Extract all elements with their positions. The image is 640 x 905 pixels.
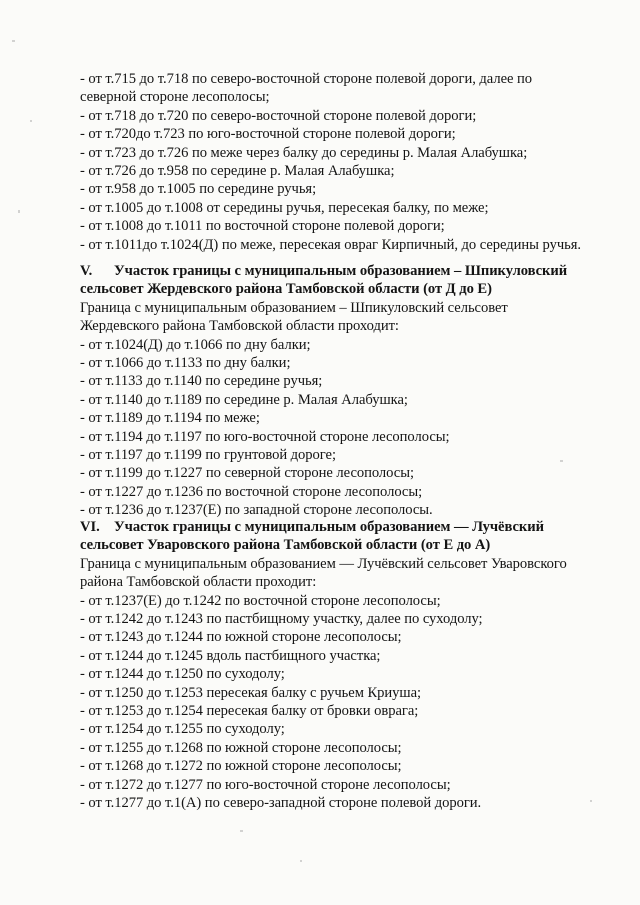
list-item: - от т.1197 до т.1199 по грунтовой дороге;: [80, 447, 336, 464]
list-item: - от т.723 до т.726 по меже через балку до середины р. Малая Алабушка;: [80, 144, 528, 161]
list-item: - от т.1272 до т.1277 по юго-восточной стороне лесополосы;: [80, 776, 451, 793]
list-item: - от т.1268 до т.1272 по южной стороне лесополосы;: [80, 758, 402, 775]
section-previous: [80, 70, 630, 254]
list-item: - от т.726 до т.958 по середине р. Малая Алабушка;: [80, 163, 395, 180]
list-item: - от т.1011до т.1024(Д) по меже, пересекая овраг Кирпичный, до середины ручья.: [80, 236, 581, 253]
list-item: - от т.720до т.723 по юго-восточной стороне полевой дороги;: [80, 126, 456, 143]
list-item: - от т.1133 до т.1140 по середине ручья;: [80, 373, 323, 390]
section-title-line1: Участок границы с муниципальным образованием — Лучёвский: [114, 519, 544, 535]
section-title-line2: сельсовет Жердевского района Тамбовской области (от Д до Е): [80, 281, 492, 298]
list-item: - от т.1008 до т.1011 по восточной стороне полевой дороги;: [80, 218, 445, 235]
list-item: - от т.1250 до т.1253 пересекая балку с ручьем Криуша;: [80, 684, 422, 701]
section-title-line1: Участок границы с муниципальным образованием – Шпикуловский: [114, 263, 568, 279]
list-item: - от т.715 до т.718 по северо-восточной стороне полевой дороги, далее по: [80, 71, 533, 87]
section-number: V.: [80, 263, 93, 279]
scan-noise: [560, 460, 563, 462]
section-heading: [80, 262, 630, 280]
list-item: - от т.1024(Д) до т.1066 по дну балки;: [80, 336, 311, 353]
list-item: - от т.1194 до т.1197 по юго-восточной стороне лесополосы;: [80, 428, 450, 445]
list-item: - от т.1236 до т.1237(Е) по западной стороне лесополосы.: [80, 502, 433, 519]
list-item: - от т.1244 до т.1245 вдоль пастбищного участка;: [80, 647, 381, 664]
list-item: - от т.1243 до т.1244 по южной стороне лесополосы;: [80, 629, 402, 646]
list-item: - от т.718 до т.720 по северо-восточной стороне полевой дороги;: [80, 107, 477, 124]
scan-noise: [590, 800, 592, 802]
list-item: - от т.1255 до т.1268 по южной стороне лесополосы;: [80, 739, 402, 756]
section-vi: [80, 518, 630, 813]
section-intro-line2: Жердевского района Тамбовской области проходит:: [80, 318, 399, 335]
list-item: - от т.1237(Е) до т.1242 по восточной стороне лесополосы;: [80, 592, 441, 609]
section-number: VI.: [80, 519, 100, 535]
section-intro-line1: Граница с муниципальным образованием — Лучёвский сельсовет Уваровского: [80, 555, 567, 572]
list-item: - от т.1227 до т.1236 по восточной стороне лесополосы;: [80, 483, 423, 500]
section-intro-line2: района Тамбовской области проходит:: [80, 574, 317, 591]
list-item: - от т.1253 до т.1254 пересекая балку от бровки оврага;: [80, 703, 419, 720]
list-item: - от т.1242 до т.1243 по пастбищному участку, далее по суходолу;: [80, 611, 483, 628]
list-item: - от т.1244 до т.1250 по суходолу;: [80, 666, 285, 683]
list-item: - от т.1277 до т.1(А) по северо-западной стороне полевой дороги.: [80, 795, 482, 812]
section-intro-line1: Граница с муниципальным образованием – Шпикуловский сельсовет: [80, 299, 508, 316]
list-item: - от т.1254 до т.1255 по суходолу;: [80, 721, 285, 738]
scan-noise: [240, 830, 243, 832]
section-v: [80, 262, 630, 520]
list-item: - от т.1189 до т.1194 по меже;: [80, 410, 260, 427]
scan-noise: [12, 40, 15, 42]
list-item: - от т.1066 до т.1133 по дну балки;: [80, 355, 291, 372]
section-heading: [80, 518, 630, 536]
list-item: - от т.1140 до т.1189 по середине р. Малая Алабушка;: [80, 391, 408, 408]
section-title-line2: сельсовет Уваровского района Тамбовской области (от Е до А): [80, 537, 491, 554]
list-item: - от т.958 до т.1005 по середине ручья;: [80, 181, 317, 198]
list-item: - от т.1005 до т.1008 от середины ручья, пересекая балку, по меже;: [80, 199, 489, 216]
list-item: - от т.1199 до т.1227 по северной стороне лесополосы;: [80, 465, 414, 482]
scan-noise: [300, 860, 302, 862]
scan-noise: [18, 210, 20, 213]
list-item: северной стороне лесополосы;: [80, 89, 270, 106]
scan-noise: [30, 120, 32, 122]
